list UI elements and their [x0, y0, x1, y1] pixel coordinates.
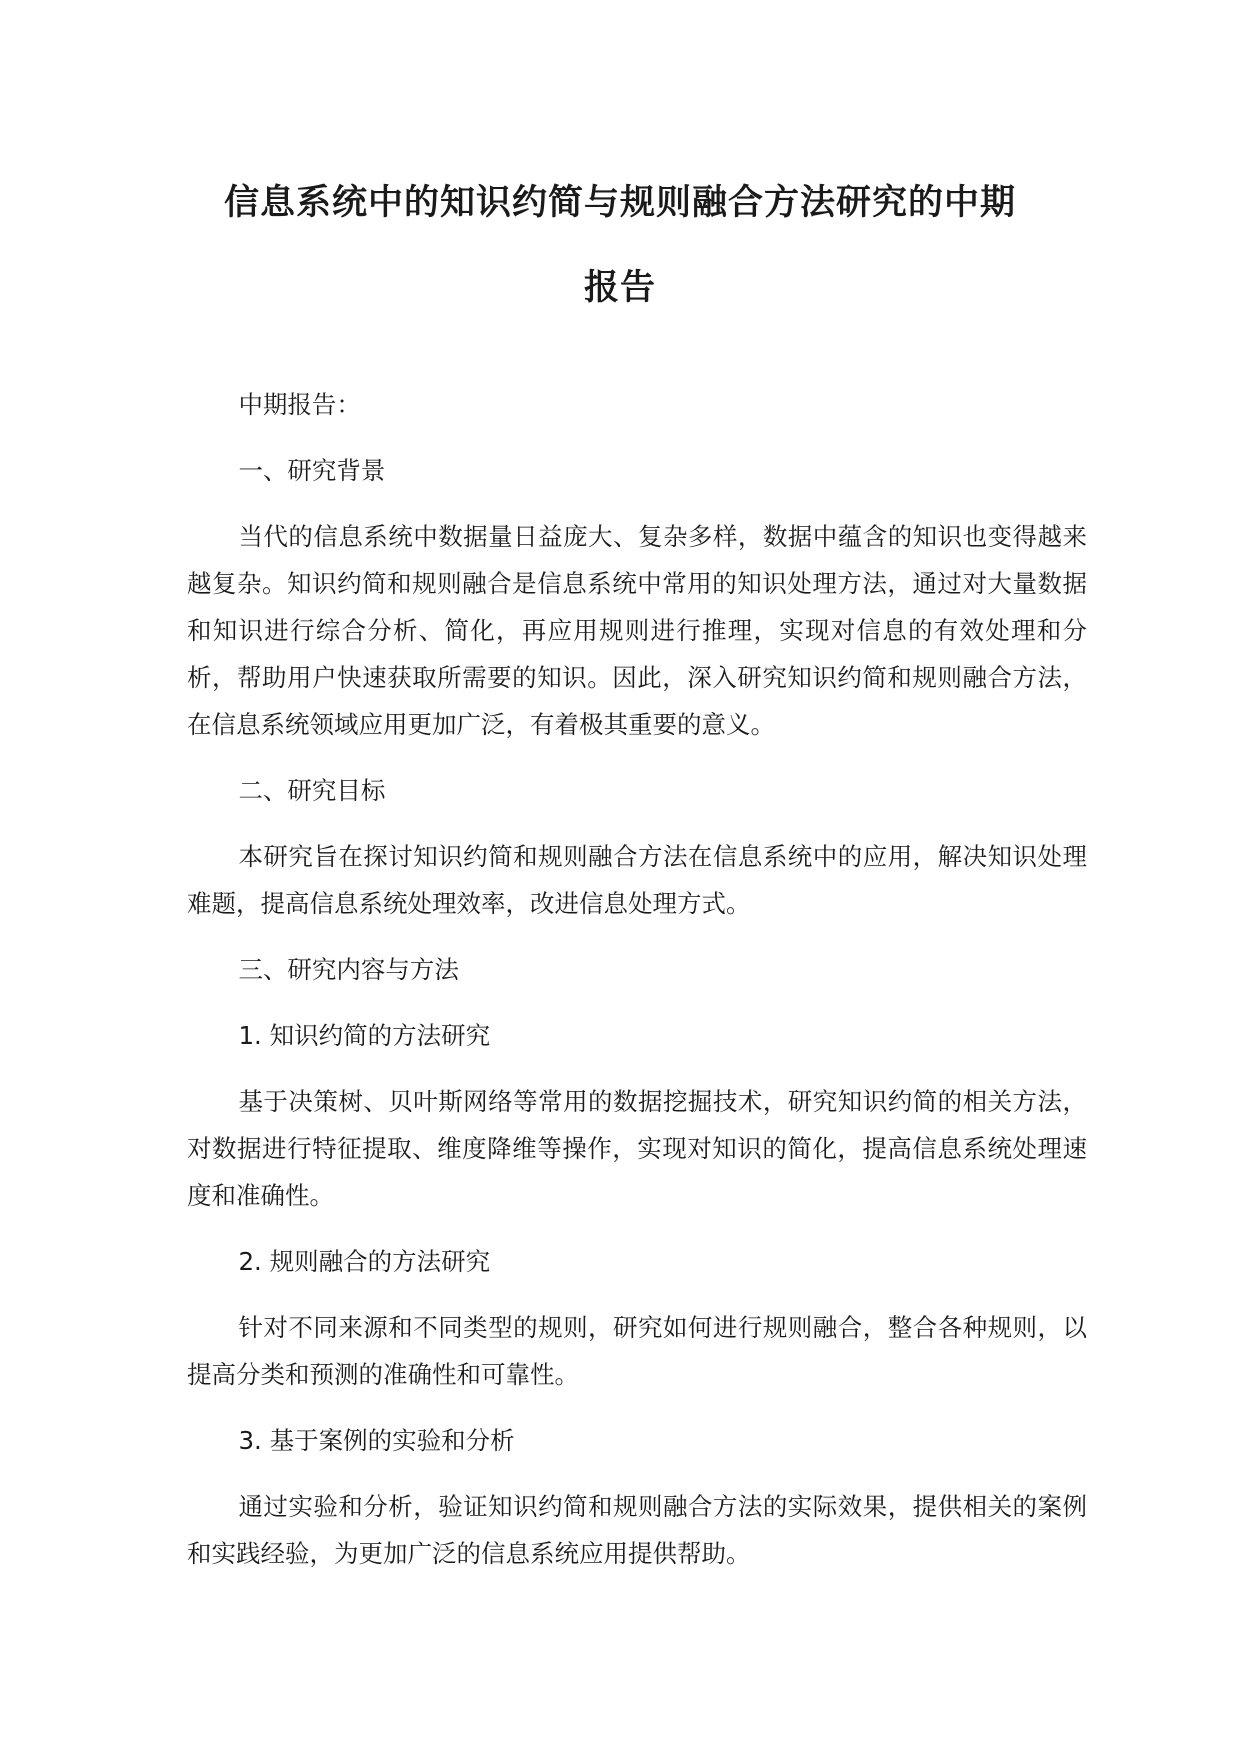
section-heading-content-methods: 三、研究内容与方法 [238, 955, 459, 984]
document-title-line-1: 信息系统中的知识约简与规则融合方法研究的中期 [223, 183, 1016, 223]
paragraph-rule-fusion: 针对不同来源和不同类型的规则，研究如何进行规则融合，整合各种规则，以提高分类和预测的准确性和可靠性。 [187, 1313, 1087, 1389]
paragraph-case-experiments: 通过实验和分析，验证知识约简和规则融合方法的实际效果，提供相关的案例和实践经验，为更加广泛的信息系统应用提供帮助。 [187, 1492, 1087, 1568]
subheading-case-experiments: 3. 基于案例的实验和分析 [238, 1426, 515, 1455]
paragraph-knowledge-reduction: 基于决策树、贝叶斯网络等常用的数据挖掘技术，研究知识约简的相关方法，对数据进行特征提取、维度降维等操作，实现对知识的简化，提高信息系统处理速度和准确性。 [187, 1087, 1087, 1210]
section-heading-goals: 二、研究目标 [238, 776, 386, 805]
document-title-line-2: 报告 [583, 268, 656, 308]
subheading-rule-fusion: 2. 规则融合的方法研究 [238, 1247, 491, 1276]
section-heading-background: 一、研究背景 [238, 456, 386, 485]
paragraph-background: 当代的信息系统中数据量日益庞大、复杂多样，数据中蕴含的知识也变得越来越复杂。知识约简和规则融合是信息系统中常用的知识处理方法，通过对大量数据和知识进行综合分析、简化，再应用规则进行推理，实现对信息的有效处理和分析，帮助用户快速获取所需要的知识。因此，深入研究知识约简和规则融合方法，在信息系统领域应用更加广泛，有着极其重要的意义。 [187, 522, 1087, 739]
subheading-knowledge-reduction: 1. 知识约简的方法研究 [238, 1021, 491, 1050]
document-body [187, 381, 1087, 1596]
paragraph-goals: 本研究旨在探讨知识约简和规则融合方法在信息系统中的应用，解决知识处理难题，提高信息系统处理效率，改进信息处理方式。 [187, 842, 1087, 918]
report-label: 中期报告： [238, 390, 361, 419]
